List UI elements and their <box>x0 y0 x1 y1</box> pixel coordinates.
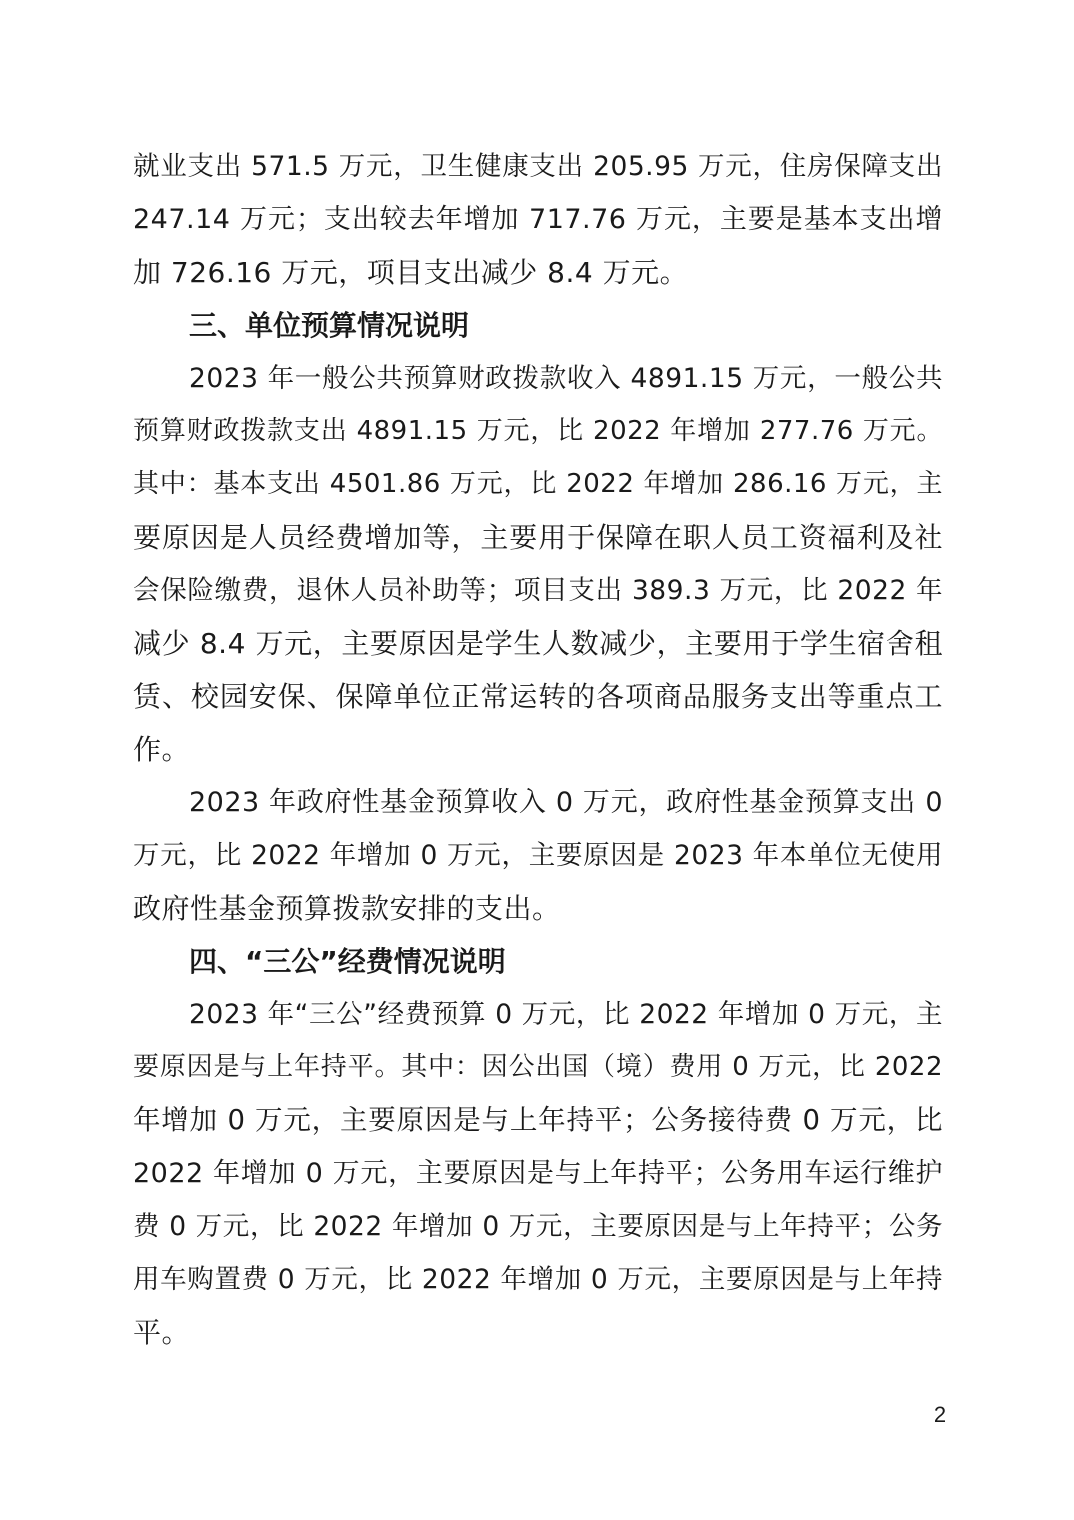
text-line: 加 726.16 万元，项目支出减少 8.4 万元。 <box>133 256 689 289</box>
paragraph-expenditure-summary <box>133 140 943 299</box>
text-line: 政府性基金预算拨款安排的支出。 <box>133 892 561 925</box>
text-line: 247.14 万元；支出较去年增加 717.76 万元，主要是基本支出增 <box>133 204 943 235</box>
text-line: 会保险缴费，退休人员补助等；项目支出 389.3 万元，比 2022 年 <box>133 575 943 606</box>
text-line: 其中：基本支出 4501.86 万元，比 2022 年增加 286.16 万元，主 <box>133 469 943 499</box>
text-line: 2023 年一般公共预算财政拨款收入 4891.15 万元，一般公共 <box>189 363 943 394</box>
text-line: 就业支出 571.5 万元，卫生健康支出 205.95 万元，住房保障支出 <box>133 151 943 182</box>
document-body <box>133 140 943 1359</box>
text-line: 要原因是与上年持平。其中：因公出国（境）费用 0 万元，比 2022 <box>133 1052 943 1082</box>
paragraph-three-public-expenses <box>133 988 943 1359</box>
text-line: 作。 <box>133 733 191 766</box>
paragraph-government-fund <box>133 776 943 935</box>
text-line: 预算财政拨款支出 4891.15 万元，比 2022 年增加 277.76 万元。 <box>133 416 943 446</box>
text-line: 减少 8.4 万元，主要原因是学生人数减少，主要用于学生宿舍租 <box>133 627 943 660</box>
text-line: 赁、校园安保、保障单位正常运转的各项商品服务支出等重点工 <box>133 680 943 713</box>
page-number: 2 <box>933 1402 947 1427</box>
text-line: 年增加 0 万元，主要原因是与上年持平；公务接待费 0 万元，比 <box>133 1104 943 1136</box>
paragraph-general-budget <box>133 352 943 776</box>
text-line: 要原因是人员经费增加等，主要用于保障在职人员工资福利及社 <box>133 521 943 554</box>
text-line: 2023 年“三公”经费预算 0 万元，比 2022 年增加 0 万元，主 <box>189 999 943 1030</box>
section-heading-unit-budget: 三、单位预算情况说明 <box>189 309 470 342</box>
text-line: 2023 年政府性基金预算收入 0 万元，政府性基金预算支出 0 <box>189 787 943 818</box>
text-line: 2022 年增加 0 万元，主要原因是与上年持平；公务用车运行维护 <box>133 1158 943 1189</box>
text-line: 万元，比 2022 年增加 0 万元，主要原因是 2023 年本单位无使用 <box>133 840 943 871</box>
text-line: 平。 <box>133 1316 191 1349</box>
text-line: 用车购置费 0 万元，比 2022 年增加 0 万元，主要原因是与上年持 <box>133 1264 943 1295</box>
text-line: 费 0 万元，比 2022 年增加 0 万元，主要原因是与上年持平；公务 <box>133 1211 943 1242</box>
section-heading-three-public: 四、“三公”经费情况说明 <box>189 945 506 978</box>
